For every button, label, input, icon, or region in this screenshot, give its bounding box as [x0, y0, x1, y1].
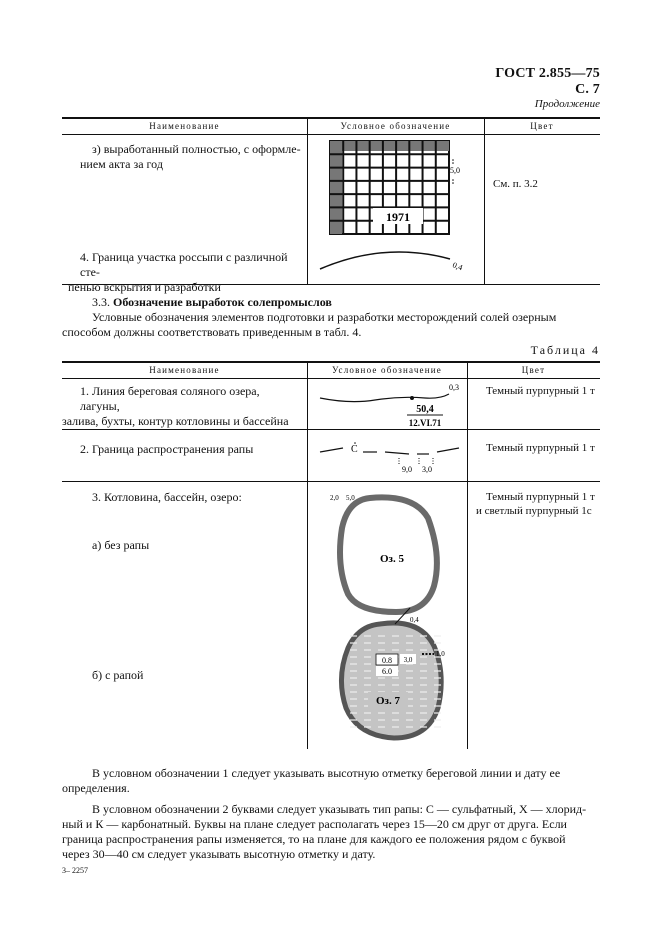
- column-header-color: Цвет: [530, 121, 554, 131]
- boundary-width-label: 0,4: [451, 260, 464, 273]
- section-title: 3.3. Обозначение выработок солепромыслов: [92, 295, 332, 309]
- brine-width-label: 0,4: [410, 616, 419, 624]
- column-header-symbol: Условное обозначение: [332, 365, 442, 375]
- brine-gap-label: 3,0: [403, 656, 413, 664]
- note-2: В условном обозначении 2 буквами следует указывать тип рапы: С — сульфатный, Х — хлорид- ный и К — карбонатный. Буквы на плане следует располагать через 15—20 см друг от друга. Если граница распространения рапы изменяется, то на плане для каждого ее положения рядом с буквой через 30—40 см следует указывать высотную отметку и дату.: [62, 802, 587, 861]
- row-sub-b: б) с рапой: [92, 668, 144, 682]
- shoreline-symbol: [315, 382, 463, 428]
- shoreline-width-label: 0,3: [449, 383, 459, 392]
- row-name: 2. Граница распространения рапы: [80, 442, 254, 456]
- basin-width-label: 2,0: [330, 494, 339, 502]
- table-caption: Таблица 4: [530, 343, 600, 357]
- placer-boundary-symbol: [315, 245, 475, 275]
- row-name: з) выработанный полностью, с оформле- нием акта за год: [80, 142, 301, 171]
- column-header-name: Наименование: [149, 365, 220, 375]
- brine-level-label: 6.0: [382, 667, 392, 676]
- note-1: В условном обозначении 1 следует указывать высотную отметку береговой линии и дату ее определения.: [62, 766, 561, 795]
- shoreline-date-label: 12.VI.71: [408, 418, 442, 428]
- footer-code: 3– 2257: [62, 866, 88, 875]
- brine-segment-label: 9,0: [402, 465, 412, 474]
- column-header-color: Цвет: [521, 365, 546, 375]
- row-color: См. п. 3.2: [493, 178, 538, 190]
- lake-7-label: Оз. 7: [376, 695, 400, 707]
- continuation-label: Продолжение: [534, 98, 600, 110]
- row-sub-a: а) без рапы: [92, 538, 150, 552]
- page-header: ГОСТ 2.855—75 С. 7: [495, 66, 600, 97]
- basin-symbols: [320, 486, 465, 748]
- worked-out-grid-symbol: [325, 138, 465, 238]
- grid-dim-label: 5,0: [450, 166, 460, 175]
- row-color: Темный пурпурный 1 т и светлый пурпурный 1с: [476, 491, 595, 517]
- brine-boundary-symbol: [315, 438, 463, 478]
- brine-gap-label: 3,0: [422, 465, 432, 474]
- brine-type-letter: С: [351, 444, 358, 455]
- shoreline-elevation-label: 50,4: [416, 404, 434, 415]
- row-color: Темный пурпурный 1 т: [486, 385, 595, 397]
- basin-spacing-label: 5,0: [346, 494, 355, 502]
- column-header-name: Наименование: [149, 121, 220, 131]
- row-name: 3. Котловина, бассейн, озеро:: [92, 490, 242, 504]
- column-header-symbol: Условное обозначение: [340, 121, 451, 131]
- grid-year-label: 1971: [386, 210, 410, 224]
- brine-depth-label: 0.8: [382, 656, 392, 665]
- section-intro: Условные обозначения элементов подготовки и разработки месторождений солей озерным способом должны соответствовать приведенным в табл. 4.: [62, 310, 557, 339]
- row-name: 1. Линия береговая соляного озера, лагуны, залива, бухты, контур котловины и бассейна: [62, 384, 289, 428]
- brine-step-label: 1,0: [436, 650, 445, 658]
- row-name: 4. Граница участка россыпи с различной сте- пенью вскрытия и разработки: [68, 250, 288, 294]
- lake-5-label: Оз. 5: [380, 553, 404, 565]
- row-color: Темный пурпурный 1 т: [486, 442, 595, 454]
